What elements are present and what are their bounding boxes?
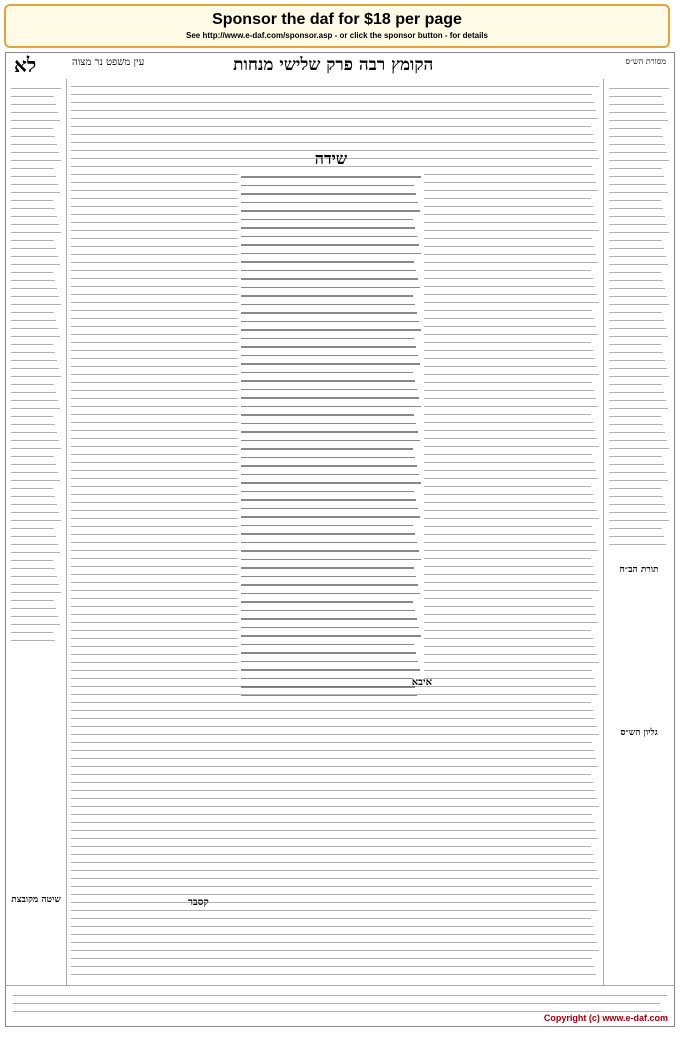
text-line bbox=[241, 635, 421, 637]
text-line bbox=[71, 134, 593, 135]
text-line bbox=[11, 304, 61, 305]
text-line bbox=[11, 312, 54, 313]
text-line bbox=[71, 966, 594, 967]
text-line bbox=[241, 525, 413, 527]
text-line bbox=[71, 86, 599, 87]
text-line bbox=[11, 440, 59, 441]
text-line bbox=[241, 661, 418, 663]
text-line bbox=[13, 1011, 662, 1012]
text-line bbox=[71, 894, 594, 895]
text-line bbox=[241, 431, 418, 433]
text-line bbox=[241, 355, 418, 357]
text-line bbox=[609, 336, 668, 337]
text-line bbox=[241, 686, 415, 688]
text-line bbox=[71, 830, 596, 831]
sponsor-title[interactable]: Sponsor the daf for $18 per page bbox=[212, 11, 462, 28]
daf-number: לא bbox=[14, 53, 37, 77]
text-line bbox=[11, 360, 57, 361]
text-line bbox=[241, 567, 414, 569]
text-line bbox=[609, 312, 662, 313]
left-margin-column bbox=[6, 79, 67, 986]
main-text-area bbox=[68, 79, 602, 986]
text-line bbox=[11, 144, 57, 145]
text-line bbox=[71, 870, 597, 871]
text-line bbox=[71, 942, 597, 943]
text-line bbox=[609, 392, 664, 393]
text-line bbox=[241, 491, 414, 493]
text-line bbox=[11, 120, 60, 121]
text-line bbox=[71, 142, 595, 143]
text-line bbox=[241, 576, 416, 578]
text-line bbox=[241, 261, 414, 263]
text-line bbox=[609, 296, 667, 297]
text-line bbox=[241, 219, 413, 221]
text-line bbox=[241, 193, 416, 195]
text-line bbox=[11, 560, 53, 561]
text-line bbox=[71, 750, 594, 751]
text-line bbox=[11, 368, 59, 369]
text-line bbox=[609, 280, 663, 281]
footnote-divider bbox=[6, 985, 674, 986]
text-line bbox=[241, 304, 415, 306]
text-line bbox=[609, 240, 662, 241]
text-line bbox=[241, 457, 415, 459]
text-line bbox=[11, 272, 53, 273]
text-line bbox=[11, 200, 53, 201]
text-line bbox=[609, 216, 665, 217]
text-line bbox=[71, 110, 596, 111]
text-line bbox=[241, 618, 417, 620]
text-line bbox=[609, 344, 661, 345]
text-line bbox=[71, 94, 592, 95]
text-line bbox=[241, 236, 417, 238]
text-line bbox=[11, 488, 53, 489]
text-line bbox=[11, 232, 61, 233]
text-line bbox=[609, 424, 663, 425]
text-line bbox=[71, 926, 593, 927]
text-line bbox=[71, 126, 591, 127]
text-line bbox=[609, 352, 663, 353]
ein-mishpat-title: עין משפט נר מצוה bbox=[72, 57, 145, 68]
text-line bbox=[11, 216, 57, 217]
text-line bbox=[11, 152, 59, 153]
text-line bbox=[609, 208, 663, 209]
text-line bbox=[609, 120, 668, 121]
text-line bbox=[609, 408, 668, 409]
text-line bbox=[241, 465, 417, 467]
text-line bbox=[609, 496, 663, 497]
text-line bbox=[241, 601, 413, 603]
text-line bbox=[241, 397, 419, 399]
text-line bbox=[71, 726, 597, 727]
text-line bbox=[609, 448, 669, 449]
text-line bbox=[609, 440, 667, 441]
text-line bbox=[71, 950, 599, 951]
text-line bbox=[71, 862, 595, 863]
text-line bbox=[241, 406, 421, 408]
text-line bbox=[241, 414, 414, 416]
text-line bbox=[11, 328, 58, 329]
text-line bbox=[241, 652, 416, 654]
text-line bbox=[609, 400, 666, 401]
text-line bbox=[241, 329, 421, 331]
text-line bbox=[11, 528, 54, 529]
text-line bbox=[11, 640, 55, 641]
text-line bbox=[609, 176, 664, 177]
text-line bbox=[11, 352, 55, 353]
text-line bbox=[71, 734, 599, 735]
text-line bbox=[609, 144, 665, 145]
text-line bbox=[11, 400, 58, 401]
text-line bbox=[241, 253, 421, 255]
text-line bbox=[241, 321, 419, 323]
text-line bbox=[241, 372, 413, 374]
text-line bbox=[11, 456, 54, 457]
text-line bbox=[241, 559, 421, 561]
text-line bbox=[71, 766, 598, 767]
text-line bbox=[241, 610, 415, 612]
text-line bbox=[609, 480, 668, 481]
text-line bbox=[241, 363, 420, 365]
text-line bbox=[11, 88, 61, 89]
text-line bbox=[609, 192, 668, 193]
text-line bbox=[71, 934, 595, 935]
text-line bbox=[71, 758, 596, 759]
text-line bbox=[609, 416, 661, 417]
text-line bbox=[11, 416, 53, 417]
text-line bbox=[11, 376, 61, 377]
text-line bbox=[241, 448, 413, 450]
text-line bbox=[11, 608, 56, 609]
text-line bbox=[609, 304, 669, 305]
text-line bbox=[11, 240, 54, 241]
right-margin-notes bbox=[604, 79, 674, 554]
text-line bbox=[11, 96, 54, 97]
text-line bbox=[11, 632, 53, 633]
masoret-hashas-title: מסורת הש״ס bbox=[625, 57, 666, 66]
text-line bbox=[241, 533, 415, 535]
text-line bbox=[241, 278, 418, 280]
text-line bbox=[241, 516, 420, 518]
dibbur-hamatchil-1: קסבר bbox=[188, 897, 209, 908]
text-line bbox=[71, 782, 593, 783]
text-line bbox=[71, 814, 592, 815]
text-line bbox=[609, 264, 668, 265]
text-line bbox=[11, 248, 56, 249]
talmud-page bbox=[5, 52, 675, 1027]
text-line bbox=[241, 380, 415, 382]
text-line bbox=[241, 210, 420, 212]
text-line bbox=[609, 472, 666, 473]
text-line bbox=[11, 568, 55, 569]
text-line bbox=[609, 112, 666, 113]
text-line bbox=[71, 806, 599, 807]
text-line bbox=[241, 508, 418, 510]
text-line bbox=[241, 499, 416, 501]
text-line bbox=[241, 227, 415, 229]
text-line bbox=[609, 544, 666, 545]
text-line bbox=[71, 838, 598, 839]
text-line bbox=[241, 678, 413, 680]
text-line bbox=[71, 798, 597, 799]
text-line bbox=[609, 432, 665, 433]
text-line bbox=[11, 344, 53, 345]
text-line bbox=[609, 488, 661, 489]
text-line bbox=[11, 192, 60, 193]
text-line bbox=[11, 288, 57, 289]
text-line bbox=[609, 272, 661, 273]
text-line bbox=[241, 270, 416, 272]
text-line bbox=[11, 224, 59, 225]
text-line bbox=[11, 512, 59, 513]
text-line bbox=[11, 296, 59, 297]
text-line bbox=[609, 136, 663, 137]
text-line bbox=[11, 160, 61, 161]
text-line bbox=[609, 288, 665, 289]
text-line bbox=[11, 504, 57, 505]
text-line bbox=[11, 536, 56, 537]
text-line bbox=[609, 104, 664, 105]
text-line bbox=[241, 669, 420, 671]
text-line bbox=[609, 168, 662, 169]
text-line bbox=[11, 392, 56, 393]
text-line bbox=[241, 644, 414, 646]
text-line bbox=[11, 624, 60, 625]
text-line bbox=[609, 464, 664, 465]
text-line bbox=[11, 480, 60, 481]
text-line bbox=[241, 584, 418, 586]
text-line bbox=[71, 118, 598, 119]
text-line bbox=[11, 264, 60, 265]
text-line bbox=[609, 504, 665, 505]
text-line bbox=[11, 104, 56, 105]
text-line bbox=[609, 248, 664, 249]
text-line bbox=[609, 528, 662, 529]
text-line bbox=[11, 616, 58, 617]
text-line bbox=[71, 846, 591, 847]
text-line bbox=[11, 600, 54, 601]
text-line bbox=[71, 702, 591, 703]
text-line bbox=[241, 202, 418, 204]
text-line bbox=[11, 552, 60, 553]
text-line bbox=[609, 384, 662, 385]
footnotes-block bbox=[10, 988, 670, 1012]
text-line bbox=[11, 472, 58, 473]
copyright-link[interactable]: Copyright (c) www.e-daf.com bbox=[543, 1013, 668, 1023]
text-line bbox=[609, 360, 665, 361]
text-line bbox=[11, 280, 55, 281]
text-line bbox=[609, 224, 667, 225]
text-line bbox=[11, 384, 54, 385]
text-line bbox=[609, 232, 669, 233]
text-line bbox=[11, 256, 58, 257]
text-line bbox=[241, 627, 419, 629]
text-line bbox=[11, 336, 60, 337]
text-line bbox=[11, 584, 59, 585]
text-line bbox=[241, 423, 416, 425]
sponsor-banner[interactable] bbox=[4, 4, 670, 48]
text-line bbox=[11, 576, 57, 577]
text-line bbox=[71, 742, 592, 743]
torat-habach-title: תורת הב״ח bbox=[619, 565, 659, 575]
text-line bbox=[11, 424, 55, 425]
text-line bbox=[609, 520, 669, 521]
text-line bbox=[609, 328, 666, 329]
text-line bbox=[609, 536, 664, 537]
text-line bbox=[609, 320, 664, 321]
text-line bbox=[609, 184, 666, 185]
text-line bbox=[609, 152, 667, 153]
sponsor-subtitle[interactable]: See http://www.e-daf.com/sponsor.asp - or click the sponsor button - for details bbox=[186, 31, 488, 40]
text-line bbox=[609, 88, 669, 89]
text-line bbox=[609, 128, 661, 129]
text-line bbox=[241, 389, 417, 391]
dibbur-hamatchil-2: איבא bbox=[411, 677, 432, 688]
text-line bbox=[241, 593, 420, 595]
text-line bbox=[241, 312, 417, 314]
text-line bbox=[71, 718, 595, 719]
text-line bbox=[71, 886, 592, 887]
text-line bbox=[609, 376, 669, 377]
text-line bbox=[241, 695, 417, 697]
text-line bbox=[71, 974, 596, 975]
text-line bbox=[71, 854, 593, 855]
text-line bbox=[241, 185, 414, 187]
text-line bbox=[241, 482, 421, 484]
text-line bbox=[241, 440, 420, 442]
text-line bbox=[241, 244, 419, 246]
text-line bbox=[241, 287, 420, 289]
text-line bbox=[609, 456, 662, 457]
tractate-chapter-title: הקומץ רבה פרק שלישי מנחות bbox=[233, 55, 434, 75]
text-line bbox=[11, 464, 56, 465]
gemara-text-block bbox=[238, 149, 424, 681]
text-line bbox=[241, 550, 419, 552]
text-line bbox=[11, 176, 56, 177]
text-line bbox=[609, 200, 661, 201]
text-line bbox=[71, 918, 591, 919]
text-line bbox=[71, 958, 592, 959]
text-line bbox=[11, 320, 56, 321]
text-line bbox=[71, 910, 598, 911]
text-line bbox=[11, 496, 55, 497]
gemara-heading: שידה bbox=[314, 149, 348, 168]
text-line bbox=[241, 542, 417, 544]
page-header bbox=[6, 53, 674, 77]
text-line bbox=[609, 160, 669, 161]
text-line bbox=[11, 544, 58, 545]
text-line bbox=[11, 408, 60, 409]
text-line bbox=[609, 368, 667, 369]
text-line bbox=[71, 902, 596, 903]
text-line bbox=[241, 338, 414, 340]
text-line bbox=[11, 448, 61, 449]
text-line bbox=[13, 1003, 660, 1004]
text-line bbox=[11, 432, 57, 433]
right-margin-column bbox=[603, 79, 674, 986]
text-line bbox=[241, 346, 416, 348]
text-line bbox=[71, 774, 591, 775]
left-margin-notes bbox=[6, 79, 66, 650]
text-line bbox=[71, 878, 599, 879]
text-line bbox=[609, 512, 667, 513]
text-line bbox=[11, 168, 54, 169]
text-line bbox=[609, 256, 666, 257]
text-line bbox=[71, 710, 593, 711]
text-line bbox=[241, 474, 419, 476]
text-line bbox=[11, 136, 55, 137]
text-line bbox=[609, 96, 662, 97]
text-line bbox=[11, 208, 55, 209]
text-line bbox=[11, 520, 61, 521]
shita-mekubetzet-title: שיטה מקובצת bbox=[11, 895, 61, 905]
text-line bbox=[11, 128, 53, 129]
text-line bbox=[241, 295, 413, 297]
text-line bbox=[241, 176, 421, 178]
text-line bbox=[11, 592, 61, 593]
text-line bbox=[11, 184, 58, 185]
text-line bbox=[71, 102, 594, 103]
text-line bbox=[71, 822, 594, 823]
gilyon-hashas-title: גליון הש״ס bbox=[620, 728, 658, 738]
text-line bbox=[13, 995, 667, 996]
text-line bbox=[71, 790, 595, 791]
text-line bbox=[11, 112, 58, 113]
